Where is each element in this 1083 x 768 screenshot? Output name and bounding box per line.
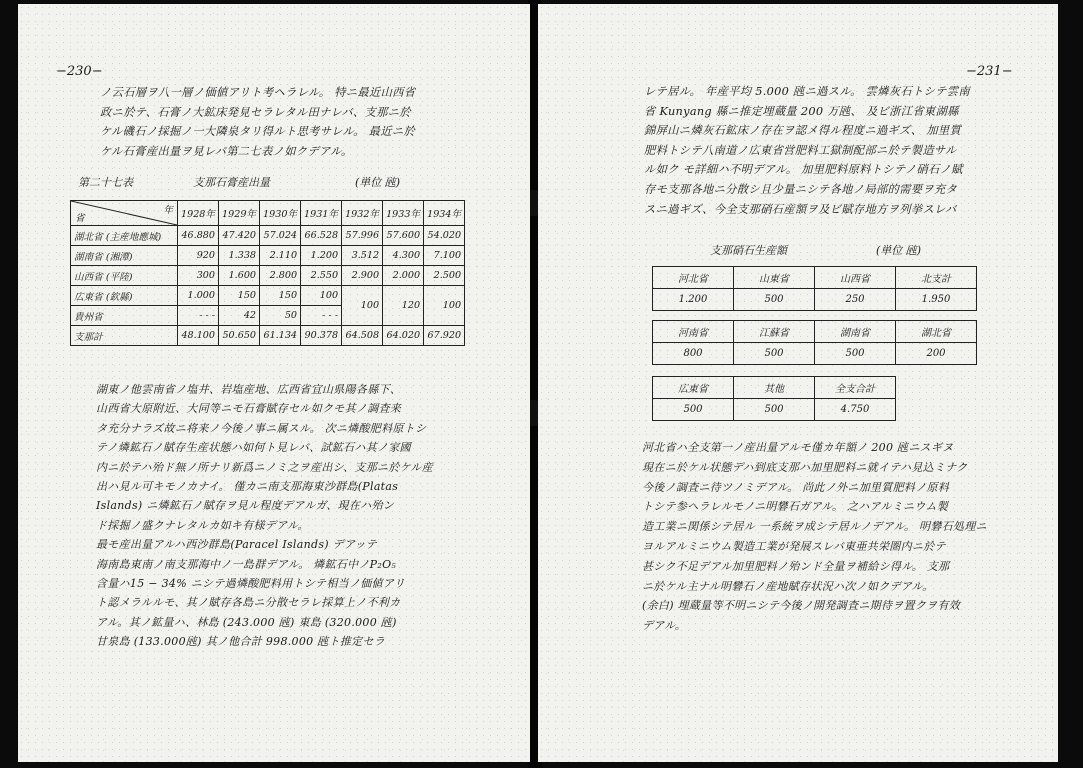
table-row: [71, 246, 465, 266]
table-header-cell: 全支合計: [815, 377, 896, 399]
text-line: 海南島東南ノ南支那海中ノ一島群デアル。 燐鉱石中ノP₂O₅: [96, 557, 397, 571]
table-cell: 1.000: [178, 286, 219, 306]
text-line: 出ハ見ル可キモノカナイ。 僅カニ南支那海東沙群島(Platas: [96, 480, 399, 494]
table-cell: 300: [178, 266, 219, 286]
text-line: 内ニ於テハ殆ド無ノ所ナリ新爲ニノミ之ヲ産出シ、支那ニ於ケル産: [96, 460, 433, 474]
table-cell: 500: [734, 399, 815, 421]
table-cell: 500: [734, 289, 815, 311]
nitrate-table-total: [652, 376, 896, 421]
table-header-cell: 北支計: [896, 267, 977, 289]
table-cell: 57.996: [342, 226, 383, 246]
table-header-row: [653, 267, 977, 289]
year-header: 1931年: [301, 201, 342, 226]
table-cell: 1.600: [219, 266, 260, 286]
table-cell: 2.500: [424, 266, 465, 286]
text-line: スニ過ギズ、今全支那硝石産額ヲ及ビ賦存地方ヲ列挙スレバ: [644, 202, 957, 216]
year-header: 1930年: [260, 201, 301, 226]
table-header-cell: 広東省: [653, 377, 734, 399]
table-cell: 90.378: [301, 326, 342, 346]
table-row: [71, 226, 465, 246]
table-row: [71, 266, 465, 286]
paragraph-intro: [100, 83, 415, 161]
table-cell: 2.110: [260, 246, 301, 266]
row-label: 貴州省: [71, 306, 178, 326]
table-cell: 3.512: [342, 246, 383, 266]
table-cell: 1.200: [653, 289, 734, 311]
table-cell: 1.200: [301, 246, 342, 266]
table-header-cell: 湖北省: [896, 321, 977, 343]
text-line: 存モ支那各地ニ分散シ且少量ニシテ各地ノ局部的需要ヲ充タ: [644, 182, 958, 196]
table-cell: 2.550: [301, 266, 342, 286]
corner-label-year: 年: [163, 205, 173, 216]
paragraph-nitrate: [644, 82, 970, 219]
text-line: Islands) ニ燐鉱石ノ賦存ヲ見ル程度デアルガ、現在ハ殆ン: [96, 499, 395, 513]
table-cell: 50.650: [219, 326, 260, 346]
table-cell: 2.900: [342, 266, 383, 286]
year-header: 1929年: [219, 201, 260, 226]
text-line: ノ云石層ヲ八一層ノ価値アリト考ヘラレル。 特ニ最近山西省: [100, 86, 416, 99]
table-cell: 57.600: [383, 226, 424, 246]
text-line: 甚シク不足デアル加里肥料ノ殆ンド全量ヲ補給シ得ル。 支那: [642, 559, 950, 573]
table-row: [653, 289, 977, 311]
text-line: 現在ニ於ケル状態デハ到底支那ハ加里肥料ニ就イテハ見込ミナク: [642, 460, 968, 474]
table-cell: 7.100: [424, 246, 465, 266]
text-line: 湖東ノ他雲南省ノ塩井、岩塩産地、広西省宜山県陽各縣下、: [96, 383, 402, 396]
table-header-row: [653, 321, 977, 343]
text-line: レテ居ル。 年産平均 5.000 瓲ニ過スル。 雲燐灰石トシテ雲南: [644, 85, 970, 98]
text-line: ケル石膏産出量ヲ見レバ第二七表ノ如クデアル。: [100, 144, 353, 158]
table-cell: 920: [178, 246, 219, 266]
text-line: 河北省ハ全支第一ノ産出量アルモ僅カ年額ノ 200 瓲ニスギヌ: [642, 441, 954, 454]
row-label: 支那計: [71, 326, 178, 346]
table-cell: 61.134: [260, 326, 301, 346]
row-label: 山西省 (平陸): [71, 266, 178, 286]
table-header-cell: 江蘇省: [734, 321, 815, 343]
merged-cell: 120: [383, 286, 424, 326]
table-total-row: [71, 326, 465, 346]
nitrate-table-north: [652, 266, 977, 311]
text-line: 錦屏山ニ燐灰石鉱床ノ存在ヲ認メ得ル程度ニ過ギズ、 加里質: [644, 124, 962, 138]
row-label: 広東省 (欽縣): [71, 286, 178, 306]
gypsum-production-table: [70, 200, 465, 346]
table-cell: 54.020: [424, 226, 465, 246]
text-line: 肥料トシテ八南道ノ広東省営肥料工獄制配部ニ於テ製造サル: [644, 143, 957, 157]
table-cell: - - -: [178, 306, 219, 326]
text-line: 甘泉島 (133.000瓲) 其ノ他合計 998.000 瓲ト推定セラ: [96, 635, 386, 649]
table-cell: 2.000: [383, 266, 424, 286]
table-cell: 500: [653, 399, 734, 421]
corner-label-province: 省: [75, 213, 85, 224]
table-cell: 2.800: [260, 266, 301, 286]
text-line: ト認メラルルモ、其ノ賦存各島ニ分散セラレ採算上ノ不利カ: [96, 596, 401, 610]
table-cell: 57.024: [260, 226, 301, 246]
table-header-cell: 其他: [734, 377, 815, 399]
table-cell: 67.920: [424, 326, 465, 346]
table-caption: 支那硝石生産額: [710, 244, 787, 257]
year-header: 1932年: [342, 201, 383, 226]
merged-cell: 100: [342, 286, 383, 326]
text-line: ヨルアルミニウム製造工業が発展スレバ東亜共栄圏内ニ於テ: [642, 539, 946, 553]
table-cell: 800: [653, 343, 734, 365]
table-row: [71, 286, 465, 306]
table-cell: 64.508: [342, 326, 383, 346]
table-header-cell: 山東省: [734, 267, 815, 289]
text-line: タ充分ナラズ故ニ将来ノ今後ノ事ニ属スル。 次ニ燐酸肥料原トシ: [96, 421, 427, 435]
text-line: 造工業ニ関係シテ居ル 一系統ヲ成シテ居ルノデアル。 明礬石処理ニ: [642, 520, 987, 534]
table-cell: 42: [219, 306, 260, 326]
merged-cell: 100: [424, 286, 465, 326]
page-number: −230−: [56, 64, 103, 79]
table-cell: - - -: [301, 306, 342, 326]
row-label: 湖北省 (主産地應城): [71, 226, 178, 246]
text-line: 最モ産出量アルハ西沙群島(Paracel Islands) デアッテ: [96, 538, 378, 552]
table-header-cell: 山西省: [815, 267, 896, 289]
text-line: テノ燐鉱石ノ賦存生産状態ハ如何ト見レバ、試鉱石ハ其ノ家國: [96, 441, 411, 455]
table-cell: 100: [301, 286, 342, 306]
binding-mark: [530, 190, 538, 216]
table-header-cell: 河南省: [653, 321, 734, 343]
binding-mark: [530, 400, 538, 426]
text-line: 山西省大原附近、大同等ニモ石膏賦存セル如クモ其ノ調査来: [96, 402, 402, 416]
paragraph-phosphate: [96, 380, 433, 652]
right-page: [538, 4, 1058, 762]
text-line: 政ニ於テ、石膏ノ大鉱床発見セラレタル田ナレバ、支那ニ於: [100, 105, 411, 119]
table-cell: 4.750: [815, 399, 896, 421]
table-corner-cell: [71, 201, 178, 226]
table-cell: 500: [815, 343, 896, 365]
table-row: [653, 343, 977, 365]
table-cell: 500: [734, 343, 815, 365]
table-header-row: [653, 377, 896, 399]
table-cell: 64.020: [383, 326, 424, 346]
text-line: ケル磯石ノ採掘ノ一大隣泉タリ得ルト思考サレル。 最近ニ於: [100, 125, 416, 139]
table-cell: 200: [896, 343, 977, 365]
table-unit: (単位 瓲): [876, 244, 922, 257]
text-line: 省 Kunyang 縣ニ推定埋蔵量 200 万瓲、 及ビ浙江省東湖縣: [644, 104, 959, 118]
year-header: 1928年: [178, 201, 219, 226]
table-cell: 66.528: [301, 226, 342, 246]
table-cell: 150: [260, 286, 301, 306]
text-line: ド採掘ノ盛クナレタルカ如キ有様デアル。: [96, 518, 309, 532]
table-cell: 46.880: [178, 226, 219, 246]
table-cell: 1.950: [896, 289, 977, 311]
row-label: 湖南省 (湘潭): [71, 246, 178, 266]
table-cell: 250: [815, 289, 896, 311]
year-header: 1934年: [424, 201, 465, 226]
text-line: デアル。: [642, 619, 686, 633]
table-row: [653, 399, 896, 421]
table-cell: 4.300: [383, 246, 424, 266]
diagonal-line: [71, 201, 177, 225]
left-page: [18, 4, 530, 762]
year-header: 1933年: [383, 201, 424, 226]
table-unit: (単位 瓲): [355, 176, 401, 189]
table-caption: 支那石膏産出量: [193, 176, 270, 189]
page-number: −231−: [966, 64, 1013, 79]
table-title: 第二十七表: [78, 176, 133, 189]
table-cell: 50: [260, 306, 301, 326]
table-cell: 47.420: [219, 226, 260, 246]
table-cell: 1.338: [219, 246, 260, 266]
text-line: アル。其ノ鉱量ハ、林島 (243.000 瓲) 東島 (320.000 瓲): [96, 615, 397, 629]
table-header-row: [71, 201, 465, 226]
text-line: ル如ク モ詳細ハ不明デアル。 加里肥料原料トシテノ硝石ノ賦: [644, 163, 963, 177]
text-line: (余白) 埋蔵量等不明ニシテ今後ノ開発調査ニ期待ヲ置クヲ有效: [642, 599, 961, 613]
text-line: 今後ノ調査ニ待ツノミデアル。 尚此ノ外ニ加里質肥料ノ原料: [642, 480, 950, 494]
text-line: トシテ参ヘラレルモノニ明礬石ガアル。 之ハアルミニウム製: [642, 500, 949, 514]
table-cell: 48.100: [178, 326, 219, 346]
nitrate-table-central: [652, 320, 977, 365]
table-header-cell: 河北省: [653, 267, 734, 289]
text-line: 含量ハ15 − 34% ニシテ過燐酸肥料用トシテ相当ノ価値アリ: [96, 577, 406, 591]
table-cell: 150: [219, 286, 260, 306]
text-line: ニ於ケル主ナル明礬石ノ産地賦存状況ハ次ノ如クデアル。: [642, 579, 934, 593]
paragraph-potash: [642, 438, 987, 636]
table-header-cell: 湖南省: [815, 321, 896, 343]
